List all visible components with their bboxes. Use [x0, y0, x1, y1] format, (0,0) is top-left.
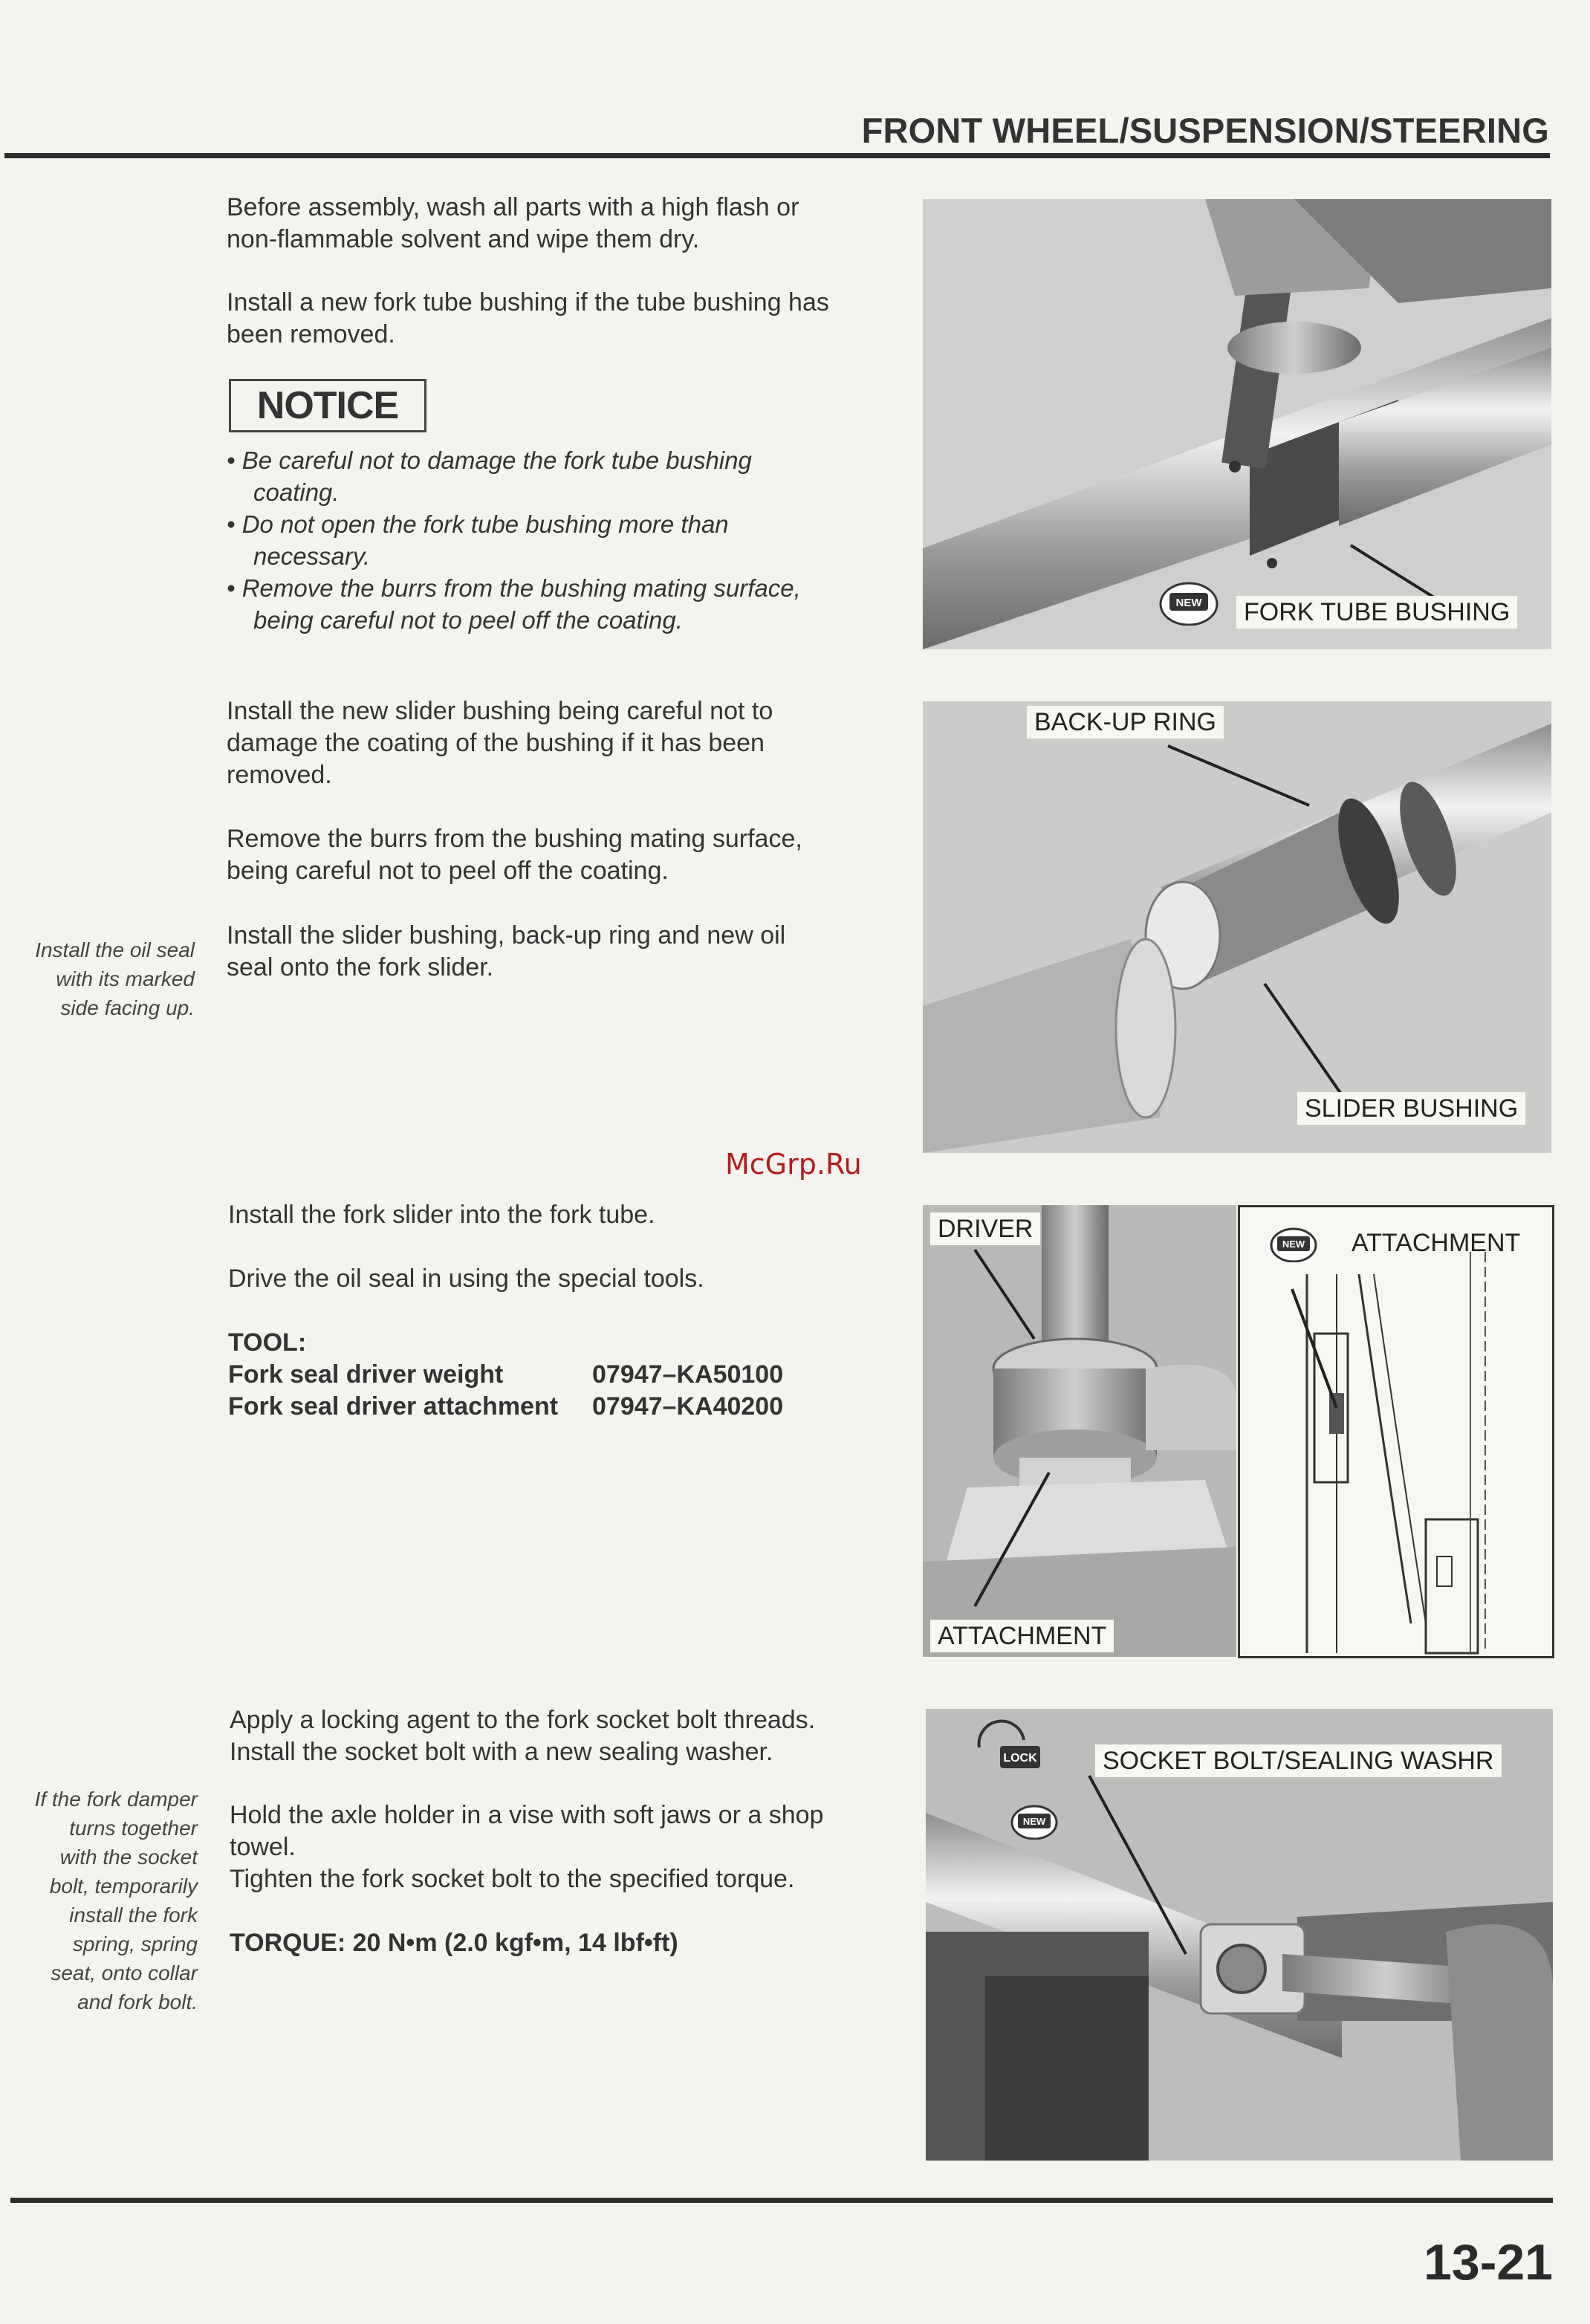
s2-paragraph-3: [227, 920, 895, 984]
fork-tube-bushing-photo: [923, 199, 1551, 649]
s3-paragraph-2: Drive the oil seal in using the special tools.: [228, 1265, 704, 1293]
text-line: • Be careful not to damage the fork tube bushing: [227, 447, 752, 474]
callout-back-up-ring: BACK-UP RING: [1027, 706, 1224, 739]
text-line: towel.: [230, 1833, 296, 1861]
text-line: being careful not to peel off the coating.: [227, 857, 669, 885]
s4-paragraph-1: [230, 1704, 898, 1768]
text-line: install the fork: [69, 1903, 198, 1927]
text-line: with the socket: [59, 1846, 198, 1869]
text-line: spring, spring: [72, 1932, 198, 1955]
text-line: Hold the axle holder in a vise with soft jaws or a shop: [230, 1801, 824, 1829]
callout-driver: DRIVER: [930, 1213, 1040, 1245]
tool-number-1: 07947–KA50100: [592, 1360, 784, 1389]
bullet-item: [227, 508, 895, 572]
text-line: Install the slider bushing, back-up ring and new oil: [227, 921, 786, 950]
new-part-icon: [1270, 1225, 1317, 1266]
text-line: Install the socket bolt with a new sealing washer.: [230, 1738, 773, 1766]
footer-rule: [10, 2198, 1553, 2203]
section-title: FRONT WHEEL/SUSPENSION/STEERING: [861, 111, 1549, 150]
page-number: 13-21: [1424, 2234, 1553, 2291]
text-line: necessary.: [253, 542, 371, 570]
notice-bullets: [227, 444, 895, 636]
text-line: been removed.: [227, 320, 395, 348]
bullet-item: [227, 444, 895, 508]
bullet-item: [227, 572, 895, 636]
tool-name-2: Fork seal driver attachment: [228, 1392, 559, 1421]
tool-heading: TOOL:: [228, 1328, 307, 1357]
new-part-icon: [1010, 1802, 1058, 1843]
tool-name-1: Fork seal driver weight: [228, 1360, 504, 1389]
torque-spec: TORQUE: 20 N•m (2.0 kgf•m, 14 lbf•ft): [230, 1929, 678, 1957]
callout-fork-tube-bushing: FORK TUBE BUSHING: [1236, 596, 1517, 629]
text-line: Tighten the fork socket bolt to the specified torque.: [230, 1865, 795, 1893]
text-line: seat, onto collar: [51, 1961, 198, 1984]
new-part-icon: [1159, 580, 1219, 629]
callout-socket-bolt: SOCKET BOLT/SEALING WASHR: [1095, 1744, 1502, 1777]
text-line: with its marked: [56, 967, 195, 990]
text-line: Remove the burrs from the bushing mating surface,: [227, 825, 802, 853]
text-line: Install a new fork tube bushing if the tube bushing has: [227, 288, 829, 317]
new-badge-text: NEW: [1175, 597, 1202, 609]
text-line: removed.: [227, 761, 332, 789]
text-line: seal onto the fork slider.: [227, 953, 494, 981]
new-badge-text: NEW: [1022, 1816, 1046, 1827]
callout-inset-attachment: ATTACHMENT: [1352, 1229, 1521, 1257]
callout-attachment: ATTACHMENT: [930, 1620, 1114, 1652]
new-badge-text: NEW: [1282, 1239, 1305, 1250]
text-line: bolt, temporarily: [49, 1875, 198, 1898]
text-line: Install the new slider bushing being careful not to: [227, 697, 773, 725]
text-line: non-flammable solvent and wipe them dry.: [227, 225, 700, 253]
callout-slider-bushing: SLIDER BUSHING: [1297, 1092, 1525, 1125]
text-line: damage the coating of the bushing if it has been: [227, 729, 765, 757]
text-line: Install the oil seal: [35, 938, 195, 961]
text-line: • Remove the burrs from the bushing mating surface,: [227, 574, 801, 602]
tool-number-2: 07947–KA40200: [592, 1392, 784, 1421]
text-line: • Do not open the fork tube bushing more than: [227, 510, 729, 538]
s4-paragraph-2: [230, 1799, 898, 1895]
text-line: being careful not to peel off the coating.: [253, 606, 683, 634]
slider-bushing-photo: [923, 701, 1551, 1153]
s2-paragraph-1: [227, 695, 895, 791]
text-line: side facing up.: [60, 996, 195, 1019]
s3-paragraph-1: Install the fork slider into the fork tube.: [228, 1201, 655, 1229]
watermark-text: McGrp.Ru: [725, 1148, 862, 1181]
s1-paragraph-2: [227, 287, 895, 351]
s2-margin-note: [7, 935, 195, 1022]
socket-bolt-photo: [926, 1709, 1553, 2161]
text-line: coating.: [253, 478, 340, 506]
text-line: If the fork damper: [34, 1788, 198, 1811]
s4-margin-note: [7, 1785, 198, 2016]
text-line: Before assembly, wash all parts with a high flash or: [227, 193, 799, 221]
lock-agent-icon: [972, 1718, 1042, 1778]
notice-box: NOTICE: [229, 379, 426, 432]
s2-paragraph-2: [227, 823, 895, 887]
attachment-diagram: [1238, 1205, 1554, 1658]
header-rule: [4, 153, 1550, 158]
lock-badge-text: LOCK: [1003, 1752, 1037, 1765]
fork-tube-illustration: [923, 199, 1551, 649]
text-line: turns together: [69, 1817, 198, 1840]
attachment-cross-section: [1240, 1207, 1552, 1656]
seal-driver-illustration: [923, 1205, 1236, 1657]
text-line: and fork bolt.: [77, 1990, 198, 2013]
fork-slider-illustration: [923, 701, 1551, 1153]
text-line: Apply a locking agent to the fork socket bolt threads.: [230, 1706, 816, 1734]
s1-paragraph-1: [227, 192, 895, 256]
seal-driver-photo: [923, 1205, 1236, 1657]
